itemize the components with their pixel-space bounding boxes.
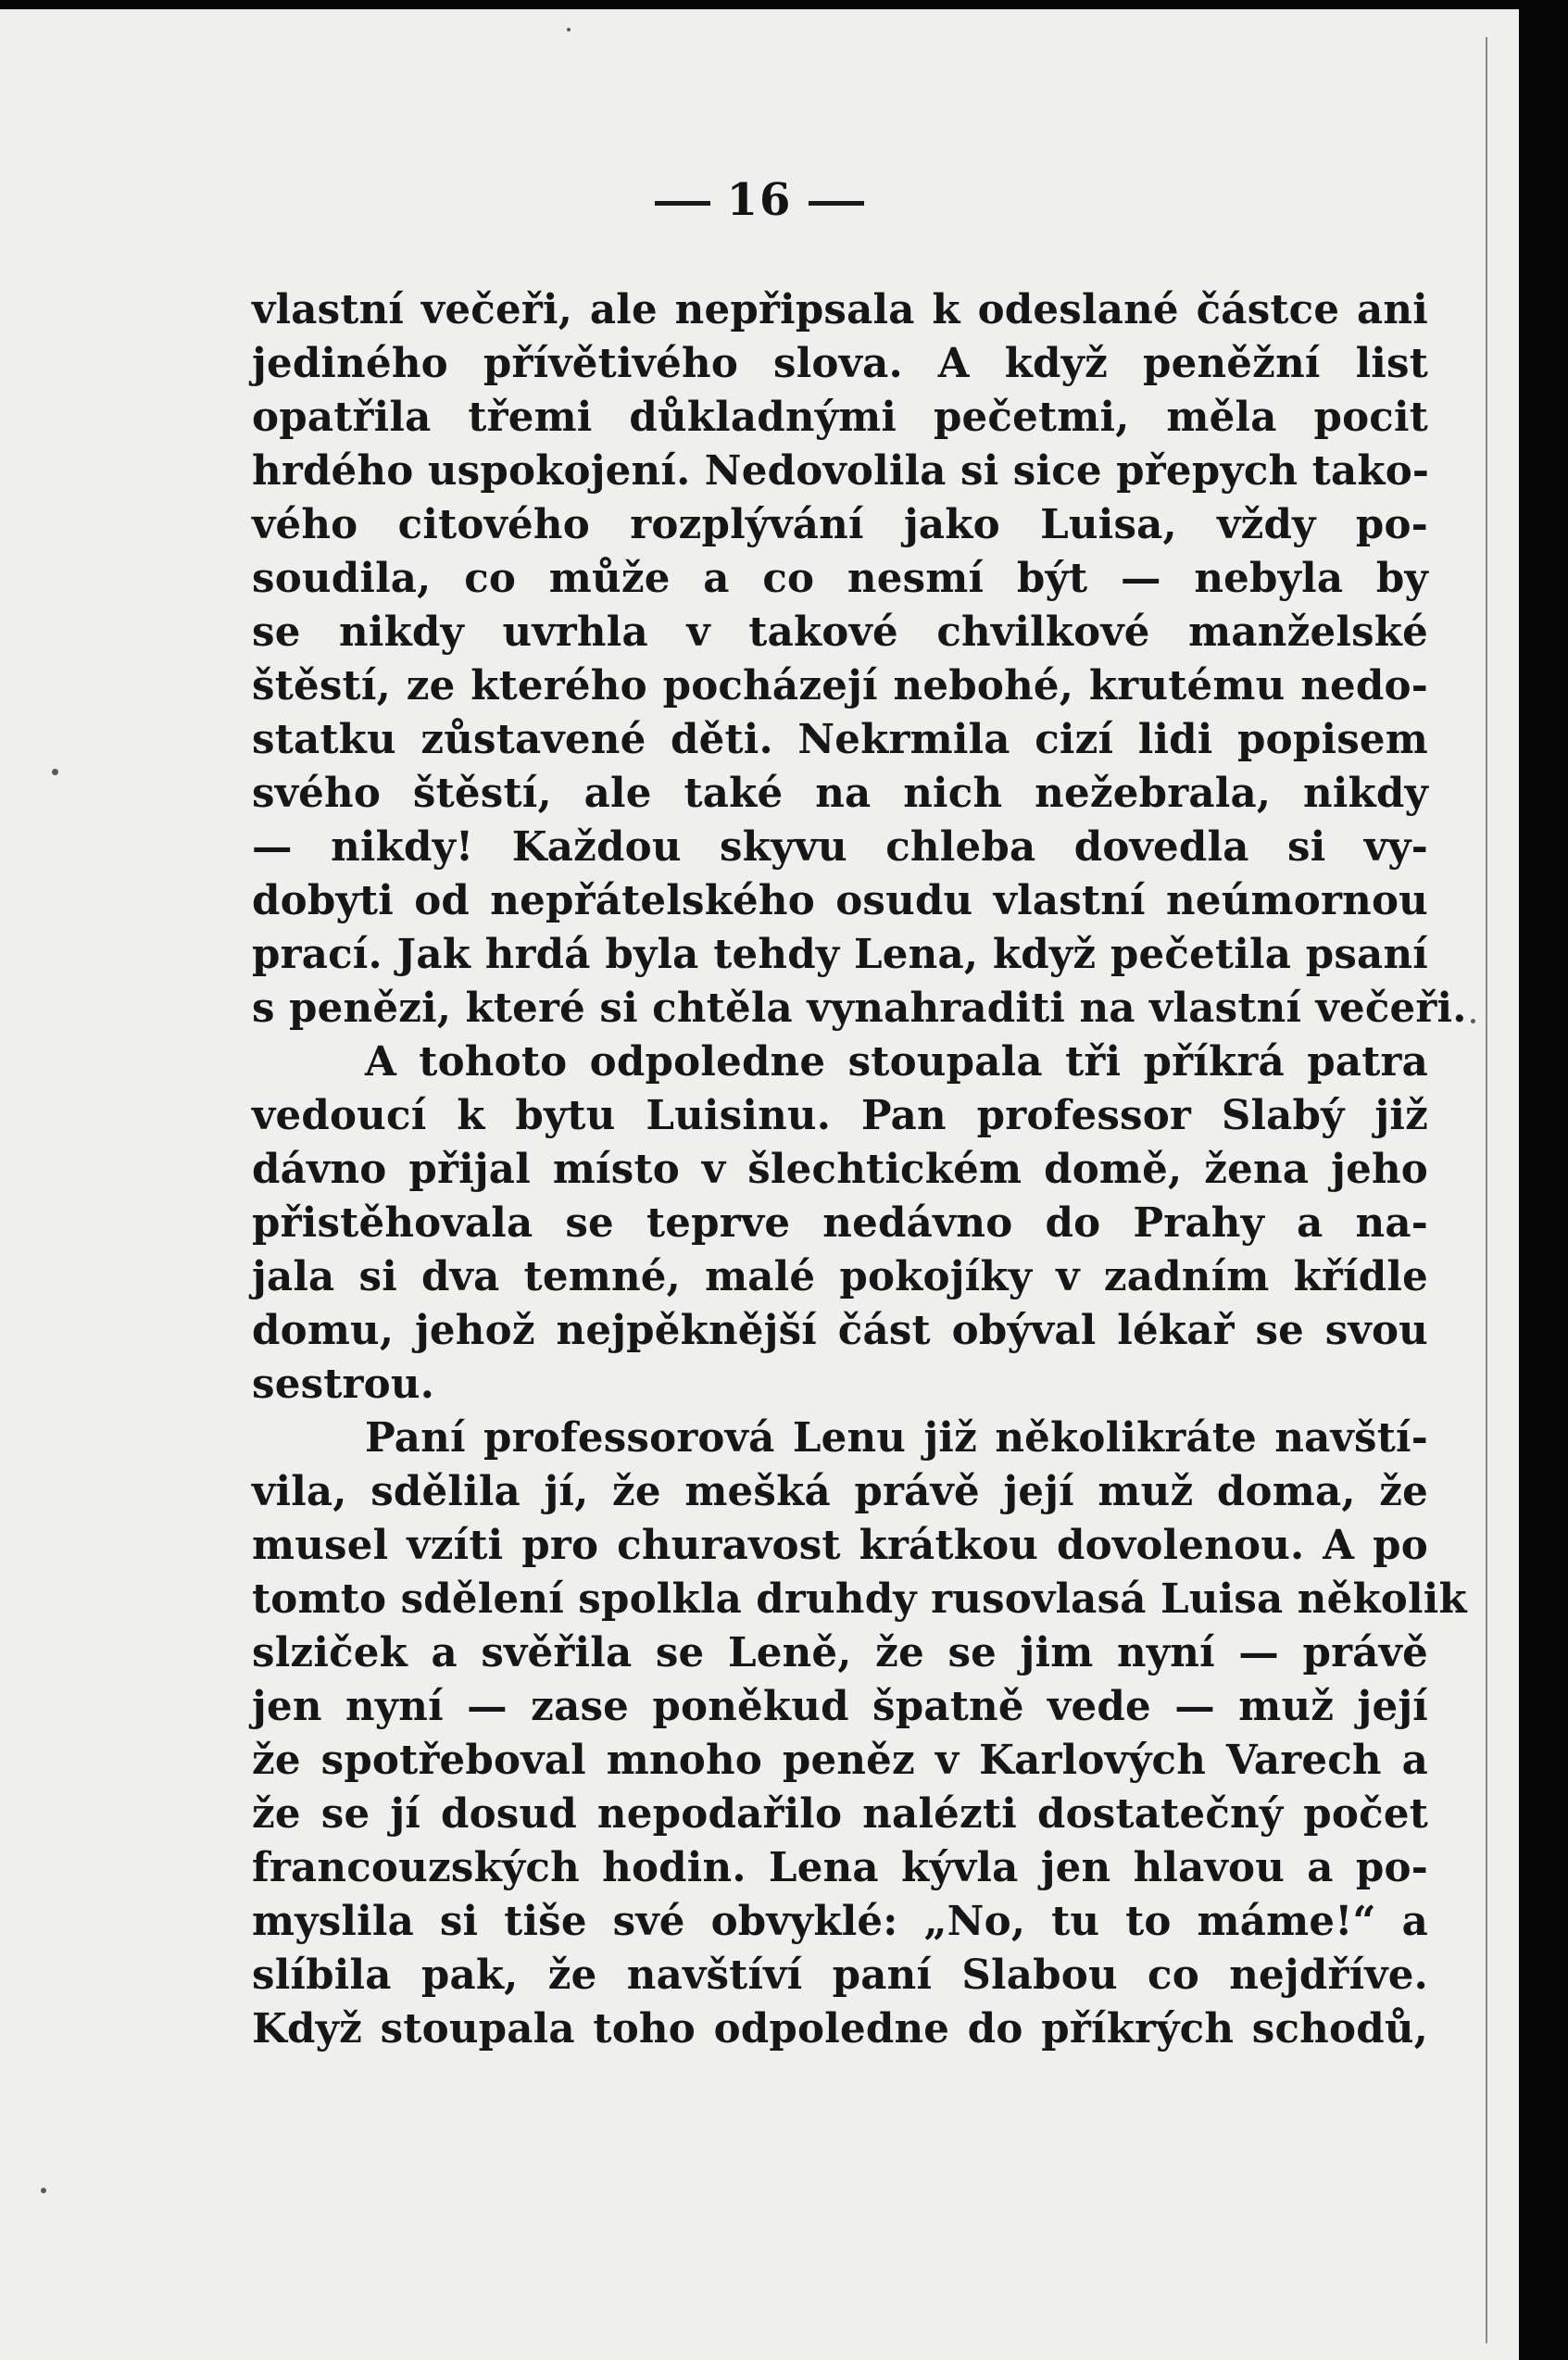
text-line: vlastní večeři, ale nepřipsala k odeslané částce ani [252,286,1428,333]
text-line: hrdého uspokojení. Nedovolila si sice přepych tako- [252,447,1430,495]
text-line: statku zůstavené děti. Nekrmila cizí lidi popisem [252,716,1428,763]
text-line: dobyti od nepřátelského osudu vlastní neúmornou [252,877,1428,924]
text-line: slziček a svěřila se Leně, že se jim nyní — právě [252,1629,1428,1676]
text-line: Paní professorová Lenu již několikráte navští- [365,1414,1428,1462]
text-line: musel vzíti pro churavost krátkou dovolenou. A po [252,1522,1428,1569]
paper-speck [1471,1019,1475,1023]
text-line: slíbila pak, že navštíví paní Slabou co nejdříve. [252,1952,1428,1999]
text-line: vila, sdělila jí, že mešká právě její muž doma, že [252,1468,1428,1515]
text-line: myslila si tiše své obvyklé: „No, tu to máme!“ a [252,1898,1428,1945]
paper-speck [567,28,571,31]
text-line: tomto sdělení spolkla druhdy rusovlasá Luisa několik [252,1575,1467,1623]
scan-border-top [0,0,1568,9]
text-line: svého štěstí, ale také na nich nežebrala, nikdy [252,770,1428,817]
text-line: domu, jehož nejpěknější část obýval lékař se svou [252,1307,1428,1354]
dash-left [655,201,710,206]
text-line: Když stoupala toho odpoledne do příkrých schodů, [252,2005,1428,2052]
text-line: francouzských hodin. Lena kývla jen hlavou a po- [252,1844,1428,1891]
scan-border-right [1519,0,1568,2360]
dash-right [809,201,864,206]
text-line: jediného přívětivého slova. A když peněžní list [252,340,1428,387]
body-text [252,283,1467,2056]
text-line: prací. Jak hrdá byla tehdy Lena, když pečetila psaní [252,931,1428,978]
text-line: soudila, co může a co nesmí být — nebyla by [252,555,1428,602]
paper-speck [41,2188,46,2193]
text-line: jala si dva temné, malé pokojíky v zadním křídle [252,1253,1428,1300]
text-line: vého citového rozplývání jako Luisa, vždy po- [252,501,1428,548]
text-line: přistěhovala se teprve nedávno do Prahy a na- [252,1199,1428,1247]
text-line: opatřila třemi důkladnými pečetmi, měla pocit [252,394,1428,441]
book-page [0,9,1519,2360]
page-number [0,174,1519,226]
text-line: jen nyní — zase poněkud špatně vede — muž její [252,1683,1428,1730]
page-edge-shadow [1486,37,1487,2343]
text-line: vedoucí k bytu Luisinu. Pan professor Slabý již [252,1092,1428,1139]
text-line: se nikdy uvrhla v takové chvilkové manželské [252,609,1428,656]
text-line: — nikdy! Každou skyvu chleba dovedla si vy- [252,823,1428,871]
text-line: A tohoto odpoledne stoupala tři příkrá patra [365,1038,1428,1086]
text-line: že spotřeboval mnoho peněz v Karlových Varech a [252,1737,1428,1784]
text-line: že se jí dosud nepodařilo nalézti dostatečný počet [252,1790,1428,1838]
text-line: dávno přijal místo v šlechtickém domě, žena jeho [252,1146,1428,1193]
paper-speck [52,769,58,775]
page-number-text: 16 [726,174,793,226]
text-line: s penězi, které si chtěla vynahraditi na vlastní večeři. [252,985,1467,1032]
text-line: sestrou. [252,1361,435,1408]
text-line: štěstí, ze kterého pocházejí nebohé, krutému nedo- [252,662,1428,709]
